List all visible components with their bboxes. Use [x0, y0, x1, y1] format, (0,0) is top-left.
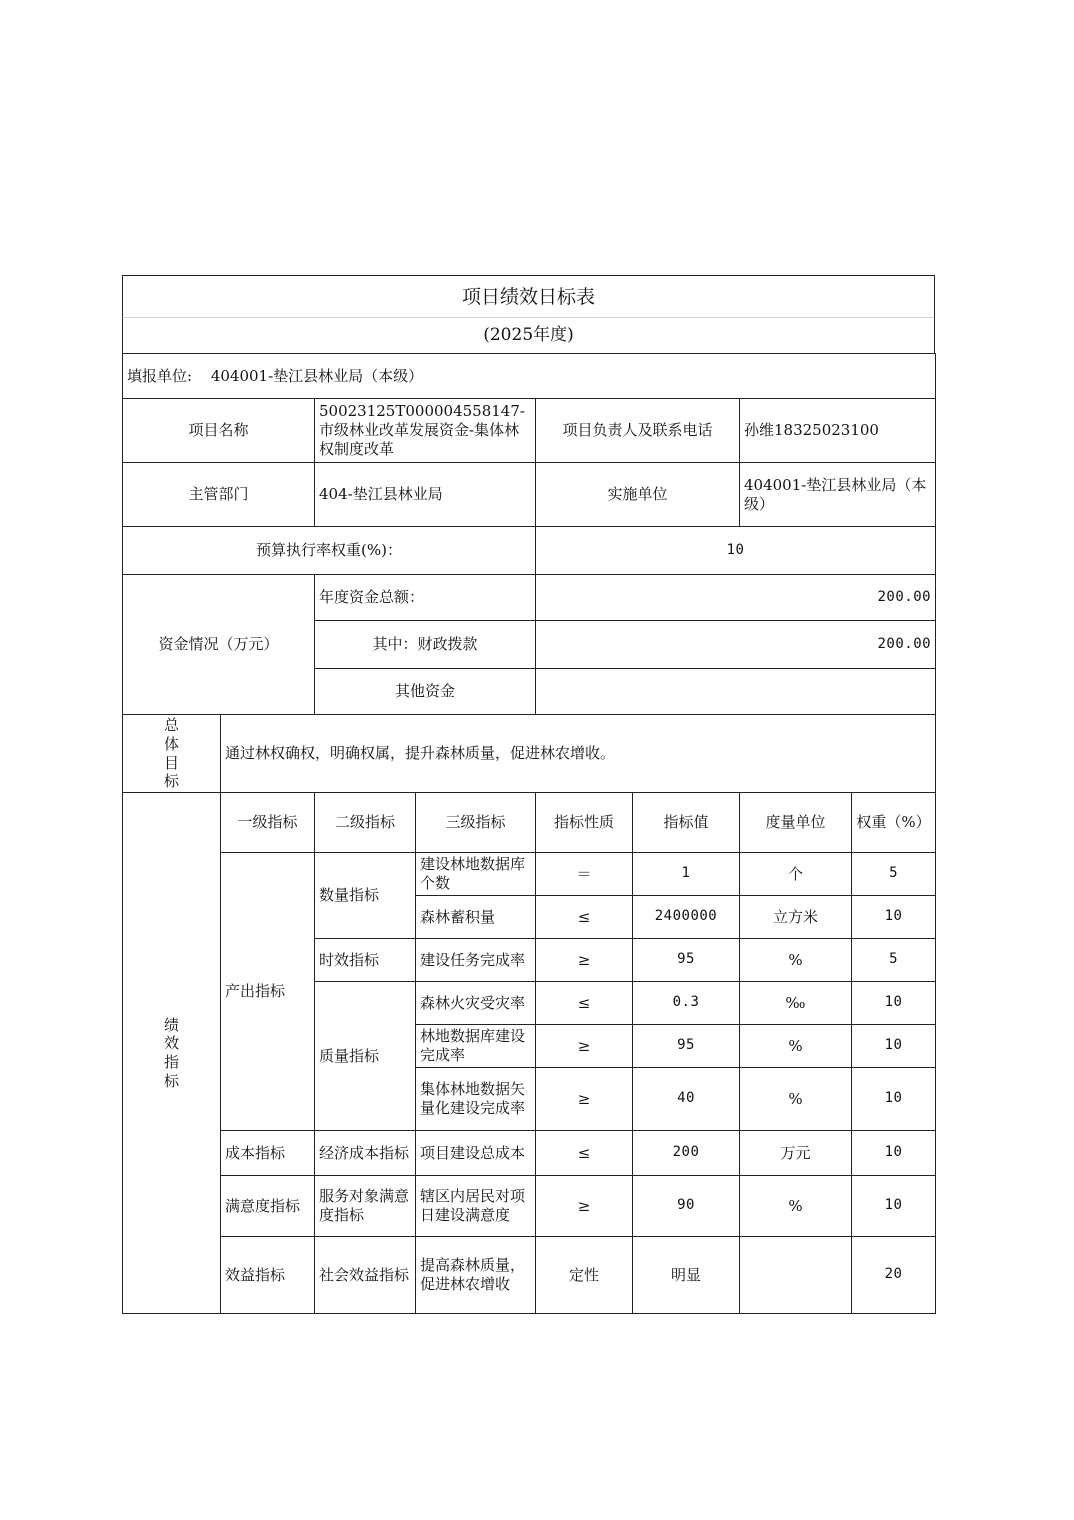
unit-cell: ‰ — [740, 982, 852, 1025]
nature-cell: ≥ — [536, 1176, 633, 1237]
weight-cell: 10 — [852, 896, 936, 939]
nature-cell: ≥ — [536, 939, 633, 982]
header-level2: 二级指标 — [315, 793, 416, 853]
project-name-value: 50023125T000004558147-市级林业改革发展资金-集体林权制度改革 — [315, 399, 536, 463]
unit-cell: 立方米 — [740, 896, 852, 939]
nature-cell: ≤ — [536, 1131, 633, 1176]
overall-row — [123, 715, 936, 793]
unit-label: 填报单位: — [127, 366, 193, 385]
budget-weight-label: 预算执行率权重(%)： — [123, 527, 536, 575]
dept-value: 404-垫江县林业局 — [315, 463, 536, 527]
table-row — [123, 1237, 936, 1314]
value-cell: 2400000 — [633, 896, 740, 939]
weight-cell: 10 — [852, 1068, 936, 1131]
funds-other-value — [536, 669, 936, 715]
weight-cell: 20 — [852, 1237, 936, 1314]
nature-cell: ≥ — [536, 1025, 633, 1068]
budget-weight-value: 10 — [536, 527, 936, 575]
overall-label — [123, 715, 221, 793]
level3-cell: 辖区内居民对项日建设满意度 — [416, 1176, 536, 1237]
value-cell: 95 — [633, 939, 740, 982]
project-row — [123, 399, 936, 463]
value-cell: 90 — [633, 1176, 740, 1237]
unit-value: 404001-垫江县林业局（本级） — [210, 366, 424, 385]
header-level1: 一级指标 — [221, 793, 315, 853]
dept-row — [123, 463, 936, 527]
weight-cell: 10 — [852, 1025, 936, 1068]
level3-cell: 集体林地数据矢量化建设完成率 — [416, 1068, 536, 1131]
level3-cell: 森林蓄积量 — [416, 896, 536, 939]
level2-econ-cost: 经济成本指标 — [315, 1131, 416, 1176]
unit-cell — [740, 1237, 852, 1314]
level3-cell: 项目建设总成本 — [416, 1131, 536, 1176]
funds-label: 资金情况（万元） — [123, 575, 315, 715]
perf-label — [123, 793, 221, 1314]
weight-cell: 10 — [852, 1131, 936, 1176]
sheet-year: (2025年度) — [122, 318, 935, 353]
unit-cell: % — [740, 1025, 852, 1068]
value-cell: 0.3 — [633, 982, 740, 1025]
header-nature: 指标性质 — [536, 793, 633, 853]
budget-weight-row — [123, 527, 936, 575]
value-cell: 200 — [633, 1131, 740, 1176]
header-level3: 三级指标 — [416, 793, 536, 853]
unit-cell: 万元 — [740, 1131, 852, 1176]
weight-cell: 10 — [852, 982, 936, 1025]
level1-output: 产出指标 — [221, 853, 315, 1131]
value-cell: 95 — [633, 1025, 740, 1068]
nature-cell: ＝ — [536, 853, 633, 896]
level2-quality: 质量指标 — [315, 982, 416, 1131]
level2-social: 社会效益指标 — [315, 1237, 416, 1314]
impl-label: 实施单位 — [536, 463, 740, 527]
sheet-title: 项日绩效日标表 — [122, 275, 935, 318]
perf-header-row — [123, 793, 936, 853]
header-unit: 度量单位 — [740, 793, 852, 853]
funds-fiscal-label: 其中：财政拨款 — [315, 621, 536, 669]
table-row — [123, 1131, 936, 1176]
funds-total-value: 200.00 — [536, 575, 936, 621]
impl-value: 404001-垫江县林业局（本级） — [740, 463, 936, 527]
level3-cell: 提高森林质量，促进林农增收 — [416, 1237, 536, 1314]
nature-cell: ≥ — [536, 1068, 633, 1131]
value-cell: 1 — [633, 853, 740, 896]
performance-target-sheet — [122, 275, 935, 1311]
level1-satisfaction: 满意度指标 — [221, 1176, 315, 1237]
header-weight: 权重（%） — [852, 793, 936, 853]
contact-value: 孙维18325023100 — [740, 399, 936, 463]
funds-total-label: 年度资金总额： — [315, 575, 536, 621]
nature-cell: ≤ — [536, 982, 633, 1025]
table-row — [123, 853, 936, 896]
weight-cell: 5 — [852, 853, 936, 896]
weight-cell: 5 — [852, 939, 936, 982]
overall-value: 通过林权确权，明确权属，提升森林质量，促进林农增收。 — [221, 715, 936, 793]
level1-benefit: 效益指标 — [221, 1237, 315, 1314]
level3-cell: 建设林地数据库个数 — [416, 853, 536, 896]
weight-cell: 10 — [852, 1176, 936, 1237]
unit-cell — [123, 354, 936, 399]
level3-cell: 林地数据库建设完成率 — [416, 1025, 536, 1068]
funds-total-row — [123, 575, 936, 621]
funds-fiscal-value: 200.00 — [536, 621, 936, 669]
contact-label: 项目负责人及联系电话 — [536, 399, 740, 463]
target-table — [122, 353, 936, 1314]
table-row — [123, 1176, 936, 1237]
value-cell: 明显 — [633, 1237, 740, 1314]
unit-cell: 个 — [740, 853, 852, 896]
unit-row — [123, 354, 936, 399]
value-cell: 40 — [633, 1068, 740, 1131]
perf-label-text: 绩效指标 — [164, 1015, 180, 1090]
dept-label: 主管部门 — [123, 463, 315, 527]
header-value: 指标值 — [633, 793, 740, 853]
level3-cell: 森林火灾受灾率 — [416, 982, 536, 1025]
level2-quantity: 数量指标 — [315, 853, 416, 939]
level2-service: 服务对象满意度指标 — [315, 1176, 416, 1237]
unit-cell: % — [740, 1176, 852, 1237]
project-name-label: 项目名称 — [123, 399, 315, 463]
level1-cost: 成本指标 — [221, 1131, 315, 1176]
nature-cell: ≤ — [536, 896, 633, 939]
nature-cell: 定性 — [536, 1237, 633, 1314]
funds-other-label: 其他资金 — [315, 669, 536, 715]
level2-timeliness: 时效指标 — [315, 939, 416, 982]
unit-cell: % — [740, 939, 852, 982]
level3-cell: 建设任务完成率 — [416, 939, 536, 982]
unit-cell: % — [740, 1068, 852, 1131]
overall-label-text: 总体目标 — [164, 716, 180, 791]
